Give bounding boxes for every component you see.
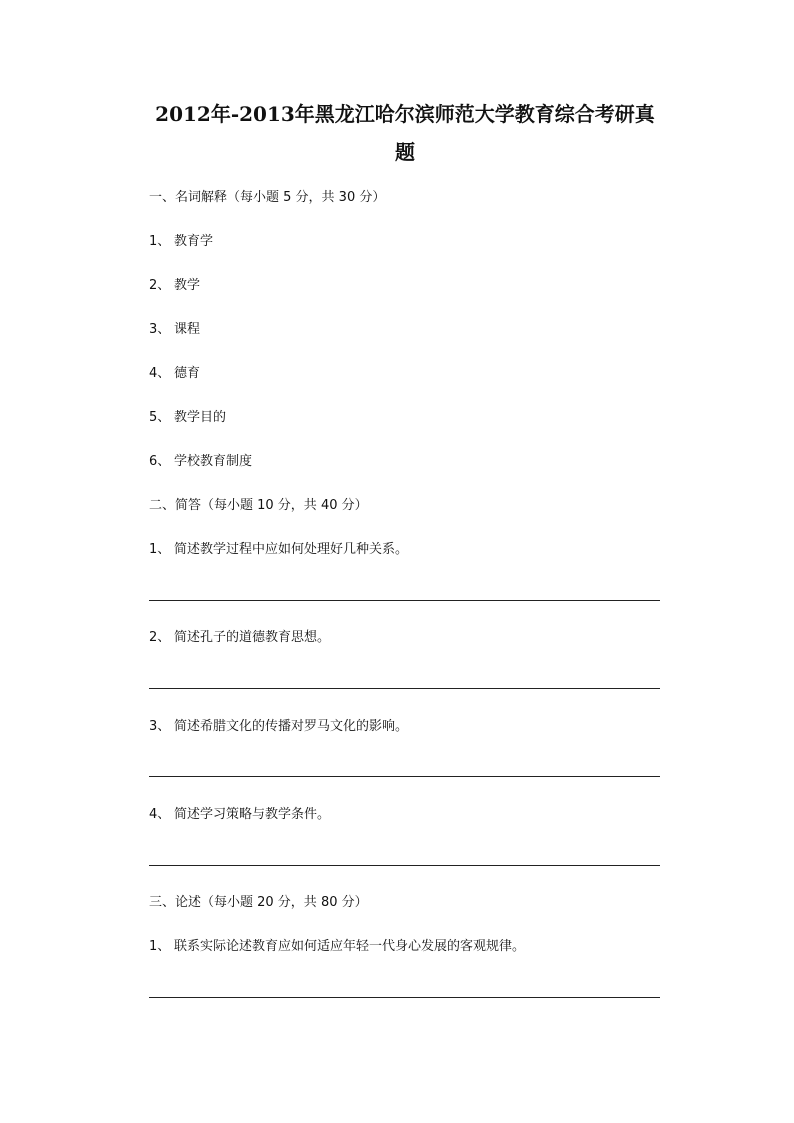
question-number: 2、 [149,278,171,293]
question-text: 课程 [174,322,201,337]
question-number: 2、 [149,630,171,645]
question-item [149,718,408,736]
question-number: 3、 [149,719,171,734]
question-item [149,806,330,824]
question-text: 德育 [174,366,201,381]
answer-line [149,776,660,777]
question-number: 4、 [149,807,171,822]
section-heading-essay: 三、论述（每小题 20 分，共 80 分） [149,895,368,910]
question-text: 简述希腊文化的传播对罗马文化的影响。 [174,719,409,734]
question-item [149,409,226,427]
section-heading-definitions: 一、名词解释（每小题 5 分，共 30 分） [149,190,386,205]
question-number: 1、 [149,939,171,954]
question-text: 教学目的 [174,410,227,425]
question-item [149,453,252,471]
question-number: 1、 [149,234,171,249]
question-text: 简述孔子的道德教育思想。 [174,630,331,645]
section-heading-short-answer: 二、简答（每小题 10 分，共 40 分） [149,498,368,513]
question-text: 教育学 [174,234,214,249]
question-item [149,938,525,956]
question-item [149,365,200,383]
question-text: 简述教学过程中应如何处理好几种关系。 [174,542,409,557]
answer-line [149,688,660,689]
answer-line [149,600,660,601]
question-item [149,541,408,559]
question-item [149,233,213,251]
question-number: 1、 [149,542,171,557]
question-text: 联系实际论述教育应如何适应年轻一代身心发展的客观规律。 [174,939,526,954]
answer-line [149,865,660,866]
document-title-continued: 题 [395,140,415,164]
question-item [149,321,200,339]
question-number: 3、 [149,322,171,337]
question-item [149,629,330,647]
answer-line [149,997,660,998]
question-text: 教学 [174,278,201,293]
document-title: 2012年-2013年黑龙江哈尔滨师范大学教育综合考研真 [155,102,655,126]
question-number: 5、 [149,410,171,425]
question-text: 简述学习策略与教学条件。 [174,807,331,822]
question-text: 学校教育制度 [174,454,253,469]
question-number: 4、 [149,366,171,381]
question-number: 6、 [149,454,171,469]
question-item [149,277,200,295]
